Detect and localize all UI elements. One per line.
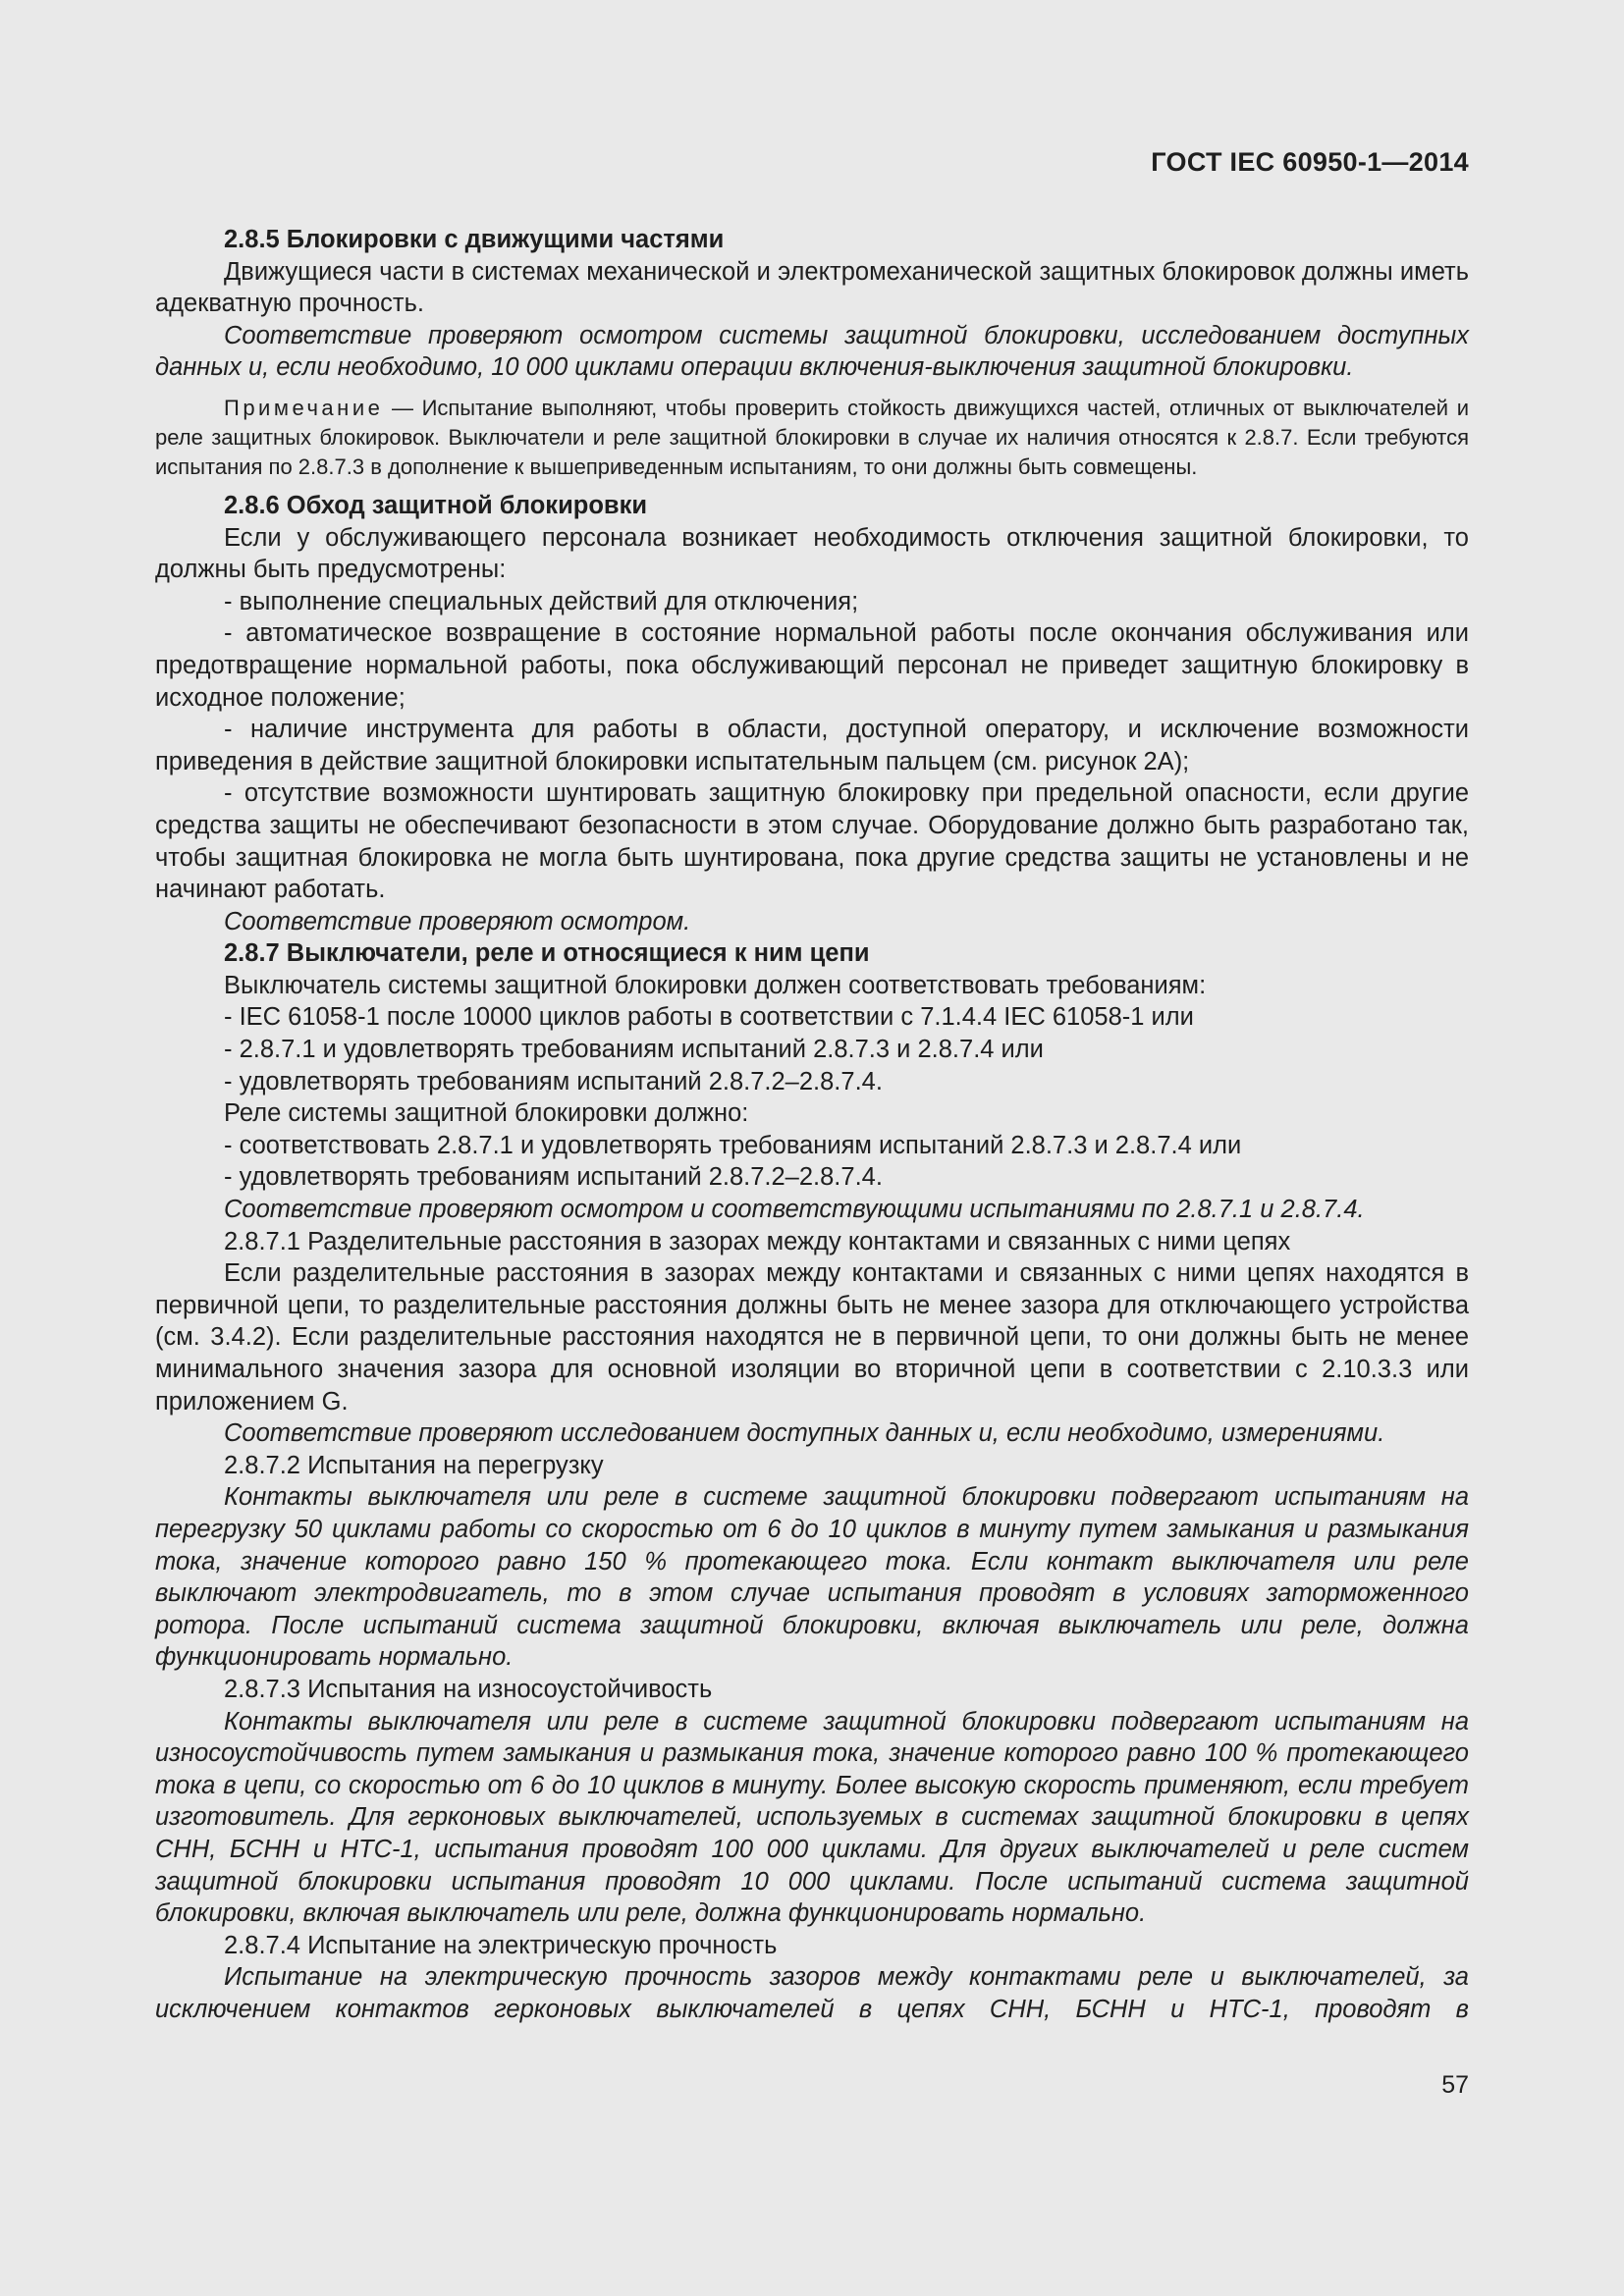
compliance-paragraph: Соответствие проверяют исследованием доступных данных и, если необходимо, измерениями.: [224, 1419, 1385, 1448]
list-item: - IEC 61058-1 после 10000 циклов работы в соответствии с 7.1.4.4 IEC 61058-1 или: [224, 1003, 1194, 1032]
list-item: - наличие инструмента для работы в области, доступной оператору, и исключение возможности приведения в действие защитной блокировки испытательным пальцем (см. рисунок 2А);: [155, 716, 1469, 775]
document-code: ГОСТ IEC 60950-1—2014: [1151, 147, 1469, 177]
paragraph: Движущиеся части в системах механической и электромеханической защитных блокировок должны иметь адекватную прочность.: [155, 257, 1469, 318]
compliance-paragraph: Соответствие проверяют осмотром и соответствующими испытаниями по 2.8.7.1 и 2.8.7.4.: [224, 1196, 1365, 1224]
page-number: 57: [1441, 2071, 1469, 2099]
test-paragraph: Контакты выключателя или реле в системе защитной блокировки подвергают испытаниям на перегрузку 50 циклами работы со скоростью от 6 до 10 циклов в минуту путем замыкания и размыкания тока, значение которого равно 150 % протекающего тока. Если контакт выключателя или реле выключают электродвигатель, то в этом случае испытания проводят в условиях заторможенного ротора. После испытаний система защитной блокировки, включая выключатель или реле, должна функционировать нормально.: [155, 1483, 1469, 1672]
list-item: - удовлетворять требованиям испытаний 2.8.7.2–2.8.7.4.: [224, 1067, 883, 1095]
subsection-heading-2-8-7-2: 2.8.7.2 Испытания на перегрузку: [224, 1451, 604, 1479]
note: [155, 394, 1469, 482]
subsection-heading-2-8-7-4: 2.8.7.4 Испытание на электрическую прочность: [224, 1931, 778, 1959]
paragraph: Реле системы защитной блокировки должно:: [224, 1099, 749, 1128]
section-heading-2-8-5: 2.8.5 Блокировки с движущими частями: [224, 226, 725, 253]
test-paragraph: Контакты выключателя или реле в системе защитной блокировки подвергают испытаниям на износоустойчивость путем замыкания и размыкания тока, значение которого равно 100 % протекающего тока в цепи, со скоростью от 6 до 10 циклов в минуту. Более высокую скорость применяют, если требует изготовитель. Для герконовых выключателей, используемых в системах защитной блокировки в цепях СНН, БСНН и НТС-1, испытания проводят 100 000 циклами. Для других выключателей и реле систем защитной блокировки испытания проводят 10 000 циклами. После испытаний система защитной блокировки, включая выключатель или реле, должна функционировать нормально.: [155, 1707, 1469, 1928]
paragraph: Если разделительные расстояния в зазорах между контактами и связанных с ними цепях находятся в первичной цепи, то разделительные расстояния должны быть не менее зазора для отключающего устройства (см. 3.4.2). Если разделительные расстояния находятся не в первичной цепи, то они должны быть не менее минимального значения зазора для основной изоляции во вторичной цепи в соответствии с 2.10.3.3 или приложением G.: [155, 1259, 1469, 1415]
compliance-paragraph: Соответствие проверяют осмотром.: [224, 907, 691, 935]
page-body: [155, 224, 1469, 2025]
compliance-paragraph: Соответствие проверяют осмотром системы защитной блокировки, исследованием доступных данных и, если необходимо, 10 000 циклами операции включения-выключения защитной блокировки.: [155, 321, 1469, 382]
list-item: - выполнение специальных действий для отключения;: [224, 587, 859, 615]
note-text: — Испытание выполняют, чтобы проверить стойкость движущихся частей, отличных от выключателей и реле защитных блокировок. Выключатели и реле защитной блокировки в случае их наличия относятся к 2.8.7. Если требуются испытания по 2.8.7.3 в дополнение к вышеприведенным испытаниям, то они должны быть совмещены.: [155, 395, 1469, 479]
list-item: - автоматическое возвращение в состояние нормальной работы после окончания обслуживания или предотвращение нормальной работы, пока обслуживающий персонал не приведет защитную блокировку в исходное положение;: [155, 619, 1469, 712]
list-item: - соответствовать 2.8.7.1 и удовлетворять требованиям испытаний 2.8.7.3 и 2.8.7.4 или: [224, 1131, 1242, 1159]
subsection-heading-2-8-7-3: 2.8.7.3 Испытания на износоустойчивость: [224, 1675, 713, 1703]
paragraph: Выключатель системы защитной блокировки должен соответствовать требованиям:: [224, 971, 1207, 999]
list-item: - 2.8.7.1 и удовлетворять требованиям испытаний 2.8.7.3 и 2.8.7.4 или: [224, 1036, 1044, 1064]
list-item: - отсутствие возможности шунтировать защитную блокировку при предельной опасности, если другие средства защиты не обеспечивают безопасности в этом случае. Оборудование должно быть разработано так, чтобы защитная блокировка не могла быть шунтирована, пока другие средства защиты не установлены и не начинают работать.: [155, 779, 1469, 904]
section-heading-2-8-7: 2.8.7 Выключатели, реле и относящиеся к ним цепи: [224, 939, 870, 968]
test-paragraph: Испытание на электрическую прочность зазоров между контактами реле и выключателей, за исключением контактов герконовых выключателей в цепях СНН, БСНН и НТС-1, проводят в: [155, 1963, 1469, 2023]
paragraph: Если у обслуживающего персонала возникает необходимость отключения защитной блокировки, то должны быть предусмотрены:: [155, 523, 1469, 584]
subsection-heading-2-8-7-1: 2.8.7.1 Разделительные расстояния в зазорах между контактами и связанных с ними цепях: [224, 1227, 1291, 1255]
list-item: - удовлетворять требованиям испытаний 2.8.7.2–2.8.7.4.: [224, 1163, 883, 1192]
note-label: Примечание: [224, 395, 384, 420]
section-heading-2-8-6: 2.8.6 Обход защитной блокировки: [224, 491, 648, 519]
